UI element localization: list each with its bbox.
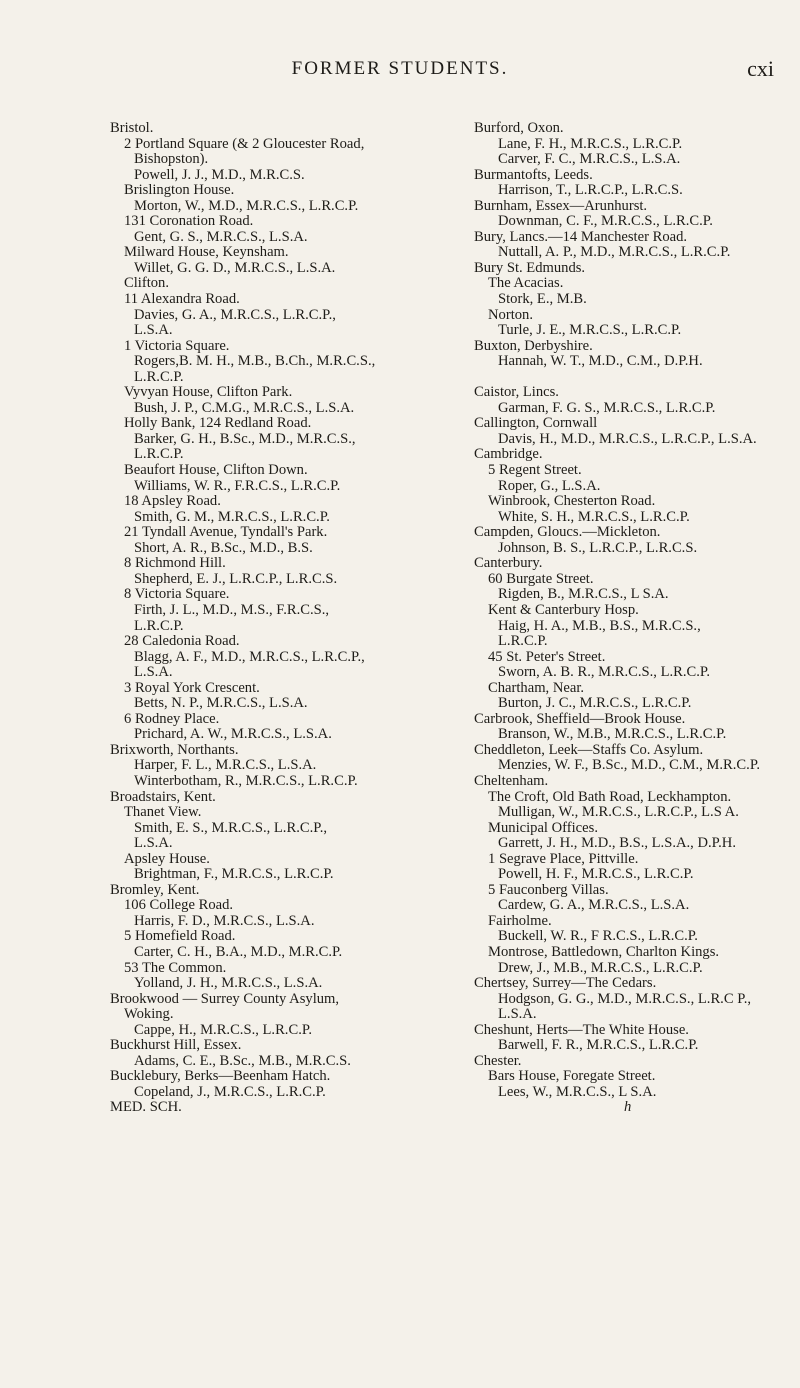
practitioner-entry: L.R.C.P. bbox=[498, 634, 548, 650]
practitioner-entry: Cardew, G. A., M.R.C.S., L.S.A. bbox=[498, 898, 690, 914]
practitioner-entry: Sworn, A. B. R., M.R.C.S., L.R.C.P. bbox=[498, 665, 711, 681]
practitioner-entry: Davis, H., M.D., M.R.C.S., L.R.C.P., L.S.A. bbox=[498, 431, 757, 447]
address-line: Apsley House. bbox=[124, 851, 210, 867]
practitioner-entry: Gent, G. S., M.R.C.S., L.S.A. bbox=[134, 229, 308, 245]
address-line: Woking. bbox=[124, 1007, 174, 1023]
address-line: Winbrook, Chesterton Road. bbox=[488, 494, 656, 510]
place-heading: Buckhurst Hill, Essex. bbox=[110, 1038, 242, 1054]
practitioner-entry: L.S.A. bbox=[134, 836, 173, 852]
place-heading: Chertsey, Surrey—The Cedars. bbox=[474, 976, 657, 992]
practitioner-entry: Brightman, F., M.R.C.S., L.R.C.P. bbox=[134, 867, 334, 883]
place-heading: Cambridge. bbox=[474, 447, 543, 463]
practitioner-entry: Turle, J. E., M.R.C.S., L.R.C.P. bbox=[498, 323, 682, 339]
address-line: 3 Royal York Crescent. bbox=[124, 680, 260, 696]
address-line: 1 Segrave Place, Pittville. bbox=[488, 851, 639, 867]
practitioner-entry: L.R.C.P. bbox=[134, 447, 184, 463]
place-heading: Chester. bbox=[474, 1053, 522, 1069]
practitioner-entry: Smith, E. S., M.R.C.S., L.R.C.P., bbox=[134, 820, 328, 836]
address-line: 106 College Road. bbox=[124, 898, 234, 914]
place-heading: Cheltenham. bbox=[474, 773, 549, 789]
address-line: 6 Rodney Place. bbox=[124, 711, 220, 727]
address-line: Vyvyan House, Clifton Park. bbox=[124, 385, 293, 401]
place-heading: Brookwood — Surrey County Asylum, bbox=[110, 991, 340, 1007]
practitioner-entry: Winterbotham, R., M.R.C.S., L.R.C.P. bbox=[134, 773, 358, 789]
practitioner-entry: Roper, G., L.S.A. bbox=[498, 478, 601, 494]
practitioner-entry: Firth, J. L., M.D., M.S., F.R.C.S., bbox=[134, 602, 330, 618]
practitioner-entry: Harris, F. D., M.R.C.S., L.S.A. bbox=[134, 913, 315, 929]
practitioner-entry: Blagg, A. F., M.D., M.R.C.S., L.R.C.P., bbox=[134, 649, 365, 665]
practitioner-entry: Lane, F. H., M.R.C.S., L.R.C.P. bbox=[498, 136, 683, 152]
practitioner-entry: Haig, H. A., M.B., B.S., M.R.C.S., bbox=[498, 618, 701, 634]
practitioner-entry: Shepherd, E. J., L.R.C.P., L.R.C.S. bbox=[134, 571, 338, 587]
practitioner-entry: Rigden, B., M.R.C.S., L S.A. bbox=[498, 587, 669, 603]
practitioner-entry: L.S.A. bbox=[134, 323, 173, 339]
practitioner-entry: White, S. H., M.R.C.S., L.R.C.P. bbox=[498, 509, 690, 525]
address-line: Fairholme. bbox=[488, 913, 552, 929]
address-line: Milward House, Keynsham. bbox=[124, 245, 289, 261]
practitioner-entry: Smith, G. M., M.R.C.S., L.R.C.P. bbox=[134, 509, 330, 525]
address-line: 131 Coronation Road. bbox=[124, 214, 254, 230]
place-heading: Canterbury. bbox=[474, 556, 543, 572]
practitioner-entry: Barwell, F. R., M.R.C.S., L.R.C.P. bbox=[498, 1038, 699, 1054]
address-line: 8 Victoria Square. bbox=[124, 587, 230, 603]
page-header bbox=[0, 58, 800, 88]
right-column bbox=[474, 121, 794, 1116]
practitioner-entry: Morton, W., M.D., M.R.C.S., L.R.C.P. bbox=[134, 198, 359, 214]
address-line: 53 The Common. bbox=[124, 960, 227, 976]
spacer bbox=[474, 370, 794, 386]
place-heading: Broadstairs, Kent. bbox=[110, 789, 216, 805]
practitioner-entry: Menzies, W. F., B.Sc., M.D., C.M., M.R.C.P. bbox=[498, 758, 760, 774]
practitioner-entry: Lees, W., M.R.C.S., L S.A. bbox=[498, 1084, 657, 1100]
address-line: Municipal Offices. bbox=[488, 820, 598, 836]
practitioner-entry: Bishopston). bbox=[134, 152, 209, 168]
practitioner-entry: L.R.C.P. bbox=[134, 618, 184, 634]
place-heading: Callington, Cornwall bbox=[474, 416, 598, 432]
address-line: The Croft, Old Bath Road, Leckhampton. bbox=[488, 789, 732, 805]
place-heading: Cheshunt, Herts—The White House. bbox=[474, 1022, 689, 1038]
address-line: Thanet View. bbox=[124, 805, 202, 821]
address-line: 8 Richmond Hill. bbox=[124, 556, 226, 572]
address-line: 2 Portland Square (& 2 Gloucester Road, bbox=[124, 136, 365, 152]
practitioner-entry: Hannah, W. T., M.D., C.M., D.P.H. bbox=[498, 354, 703, 370]
practitioner-entry: Willet, G. G. D., M.R.C.S., L.S.A. bbox=[134, 260, 336, 276]
place-heading: Burmantofts, Leeds. bbox=[474, 167, 593, 183]
address-line: Bars House, Foregate Street. bbox=[488, 1069, 656, 1085]
practitioner-entry: Powell, J. J., M.D., M.R.C.S. bbox=[134, 167, 305, 183]
practitioner-entry: Cappe, H., M.R.C.S., L.R.C.P. bbox=[134, 1022, 312, 1038]
practitioner-entry: Copeland, J., M.R.C.S., L.R.C.P. bbox=[134, 1084, 326, 1100]
address-line: Brislington House. bbox=[124, 183, 235, 199]
place-heading: Campden, Gloucs.—Mickleton. bbox=[474, 525, 661, 541]
practitioner-entry: Prichard, A. W., M.R.C.S., L.S.A. bbox=[134, 727, 332, 743]
address-line: 21 Tyndall Avenue, Tyndall's Park. bbox=[124, 525, 328, 541]
place-heading: Bury St. Edmunds. bbox=[474, 260, 586, 276]
practitioner-entry: Hodgson, G. G., M.D., M.R.C.S., L.R.C P., bbox=[498, 991, 752, 1007]
place-heading: Bromley, Kent. bbox=[110, 882, 200, 898]
place-heading: MED. SCH. bbox=[110, 1100, 182, 1116]
practitioner-entry: Barker, G. H., B.Sc., M.D., M.R.C.S., bbox=[134, 431, 356, 447]
practitioner-entry: Powell, H. F., M.R.C.S., L.R.C.P. bbox=[498, 867, 694, 883]
practitioner-entry: L.S.A. bbox=[134, 665, 173, 681]
practitioner-entry: Yolland, J. H., M.R.C.S., L.S.A. bbox=[134, 976, 323, 992]
practitioner-entry: Nuttall, A. P., M.D., M.R.C.S., L.R.C.P. bbox=[498, 245, 731, 261]
left-column bbox=[110, 121, 455, 1116]
place-heading: Burnham, Essex—Arunhurst. bbox=[474, 198, 648, 214]
practitioner-entry: Harrison, T., L.R.C.P., L.R.C.S. bbox=[498, 183, 683, 199]
address-line: Norton. bbox=[488, 307, 533, 323]
address-line: 28 Caledonia Road. bbox=[124, 634, 240, 650]
practitioner-entry: Betts, N. P., M.R.C.S., L.S.A. bbox=[134, 696, 308, 712]
practitioner-entry: Downman, C. F., M.R.C.S., L.R.C.P. bbox=[498, 214, 713, 230]
practitioner-entry: Drew, J., M.B., M.R.C.S., L.R.C.P. bbox=[498, 960, 703, 976]
place-heading: Bucklebury, Berks—Beenham Hatch. bbox=[110, 1069, 331, 1085]
address-line: 5 Regent Street. bbox=[488, 463, 582, 479]
address-line: 18 Apsley Road. bbox=[124, 494, 221, 510]
practitioner-entry: Buckell, W. R., F R.C.S., L.R.C.P. bbox=[498, 929, 698, 945]
practitioner-entry: Stork, E., M.B. bbox=[498, 292, 587, 308]
practitioner-entry: L.S.A. bbox=[498, 1007, 537, 1023]
practitioner-entry: Carter, C. H., B.A., M.D., M.R.C.P. bbox=[134, 944, 343, 960]
address-line: Kent & Canterbury Hosp. bbox=[488, 602, 639, 618]
place-heading: Cheddleton, Leek—Staffs Co. Asylum. bbox=[474, 742, 704, 758]
place-heading: Brixworth, Northants. bbox=[110, 742, 239, 758]
address-line: 5 Homefield Road. bbox=[124, 929, 236, 945]
practitioner-entry: Garrett, J. H., M.D., B.S., L.S.A., D.P.H. bbox=[498, 836, 736, 852]
practitioner-entry: Bush, J. P., C.M.G., M.R.C.S., L.S.A. bbox=[134, 400, 355, 416]
practitioner-entry: Rogers,B. M. H., M.B., B.Ch., M.R.C.S., bbox=[134, 354, 376, 370]
address-line: Beaufort House, Clifton Down. bbox=[124, 463, 308, 479]
address-line: The Acacias. bbox=[488, 276, 564, 292]
address-line: 11 Alexandra Road. bbox=[124, 292, 240, 308]
practitioner-entry: Garman, F. G. S., M.R.C.S., L.R.C.P. bbox=[498, 400, 716, 416]
practitioner-entry: Carver, F. C., M.R.C.S., L.S.A. bbox=[498, 152, 681, 168]
practitioner-entry: Branson, W., M.B., M.R.C.S., L.R.C.P. bbox=[498, 727, 727, 743]
place-heading: Buxton, Derbyshire. bbox=[474, 338, 593, 354]
address-line: Montrose, Battledown, Charlton Kings. bbox=[488, 944, 720, 960]
place-heading: Bury, Lancs.—14 Manchester Road. bbox=[474, 229, 688, 245]
practitioner-entry: Mulligan, W., M.R.C.S., L.R.C.P., L.S A. bbox=[498, 805, 739, 821]
address-line: 45 St. Peter's Street. bbox=[488, 649, 606, 665]
page-number: cxi bbox=[747, 56, 774, 81]
running-title: FORMER STUDENTS. bbox=[291, 58, 509, 79]
practitioner-entry: Burton, J. C., M.R.C.S., L.R.C.P. bbox=[498, 696, 692, 712]
place-heading: Carbrook, Sheffield—Brook House. bbox=[474, 711, 686, 727]
signature-mark: h bbox=[624, 1100, 632, 1116]
practitioner-entry: Williams, W. R., F.R.C.S., L.R.C.P. bbox=[134, 478, 341, 494]
address-line: 1 Victoria Square. bbox=[124, 338, 230, 354]
address-line: Chartham, Near. bbox=[488, 680, 585, 696]
practitioner-entry: Adams, C. E., B.Sc., M.B., M.R.C.S. bbox=[134, 1053, 351, 1069]
practitioner-entry: Johnson, B. S., L.R.C.P., L.R.C.S. bbox=[498, 540, 698, 556]
address-line: Holly Bank, 124 Redland Road. bbox=[124, 416, 312, 432]
practitioner-entry: Harper, F. L., M.R.C.S., L.S.A. bbox=[134, 758, 317, 774]
practitioner-entry: L.R.C.P. bbox=[134, 369, 184, 385]
place-heading: Burford, Oxon. bbox=[474, 121, 564, 136]
place-heading: Caistor, Lincs. bbox=[474, 385, 559, 401]
address-line: 5 Fauconberg Villas. bbox=[488, 882, 609, 898]
address-line: Clifton. bbox=[124, 276, 169, 292]
place-heading: Bristol. bbox=[110, 121, 154, 136]
practitioner-entry: Short, A. R., B.Sc., M.D., B.S. bbox=[134, 540, 313, 556]
practitioner-entry: Davies, G. A., M.R.C.S., L.R.C.P., bbox=[134, 307, 336, 323]
address-line: 60 Burgate Street. bbox=[488, 571, 594, 587]
